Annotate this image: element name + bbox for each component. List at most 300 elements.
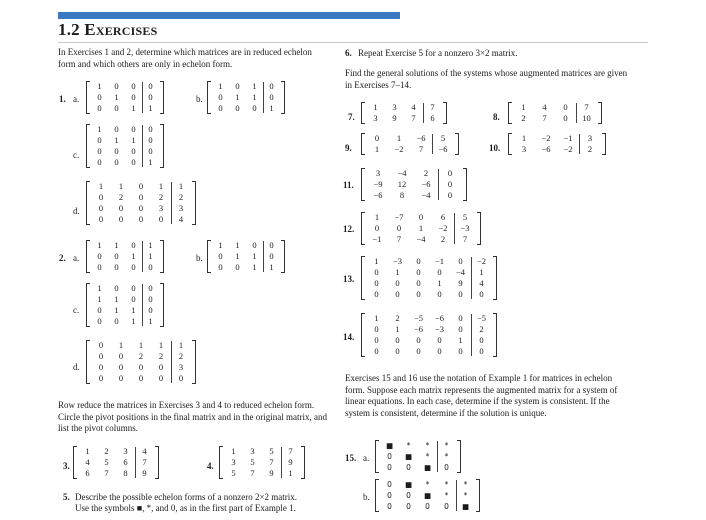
matrix-cell: 8 [399,190,405,200]
matrix-right-bracket [455,133,459,155]
matrix-cell: −6 [416,133,426,143]
matrix-cell: 1 [131,305,136,315]
matrix-cell: 1 [252,81,257,91]
matrix-cell: 0 [138,181,144,191]
matrix-cell: −4 [455,267,466,277]
matrix-cell: 0 [98,203,104,213]
matrix-cell: 1 [131,316,136,326]
matrix-cell: 0 [406,463,411,472]
matrix-cell: 0 [98,351,104,361]
matrix-cell: 0 [416,278,421,288]
exercise-2-label: 2. [59,253,66,263]
matrix-cell: 1 [158,181,164,191]
matrix-cell: 0 [97,146,102,156]
augment-divider [142,125,143,167]
ex1a-label: a. [73,94,80,104]
matrix-cell: 0 [437,346,442,356]
matrix-cell: 7 [250,468,255,478]
matrix-cell: 4 [542,102,547,112]
matrix-left-bracket [361,212,365,245]
matrix-cell: 0 [235,262,240,272]
matrix-cell: ■ [461,502,470,511]
matrix-cell: 0 [114,251,119,261]
matrix-cell: 0 [97,305,102,315]
matrix-cell: 6 [85,468,90,478]
matrix-cell: 3 [178,203,184,213]
matrix-cell: 1 [114,305,119,315]
section-color-bar [58,12,400,19]
matrix-grid [361,313,497,357]
matrix-left-ex2-a [86,240,164,273]
augment-divider [471,257,472,299]
matrix-left-ex1-a [86,81,164,114]
matrix-cell: −2 [541,133,551,143]
matrix-cell: 0 [114,103,119,113]
matrix-cell: 0 [148,135,153,145]
matrix-cell: 0 [131,262,136,272]
matrix-cell: 0 [479,335,484,345]
matrix-cell: 0 [406,491,411,500]
matrix-cell: 0 [252,103,257,113]
matrix-cell: 1 [97,294,102,304]
matrix-cell: 0 [118,351,124,361]
matrix-cell: 1 [395,324,400,334]
matrix-grid [361,256,497,300]
matrix-cell: * [425,480,430,489]
exercise-1-label: 1. [59,94,66,104]
matrix-cell: 0 [447,179,453,189]
matrix-cell: 0 [118,203,124,213]
matrix-cell: 1 [252,251,257,261]
matrix-cell: 0 [114,316,119,326]
matrix-cell: 1 [85,446,90,456]
matrix-cell: 4 [85,457,90,467]
matrix-cell: 9 [458,278,463,288]
matrix-cell: 0 [437,267,442,277]
matrix-cell: 0 [416,267,421,277]
matrix-cell: 9 [269,468,274,478]
matrix-cell: 0 [158,362,164,372]
matrix-cell: 0 [131,124,136,134]
matrix-left-bracket [86,124,90,168]
matrix-grid [86,81,164,114]
intro-exercises-15-16: Exercises 15 and 16 use the notation of Example 1 for matrices in echelon form. Suppose each matrix represents the augmented matrix for a system of linear equations. In each case, determine if the system is consistent. If the system is consistent, determine if the solution is unique. [345,373,618,418]
exercise-13-label: 13. [343,274,355,284]
exercise-12-label: 12. [343,224,355,234]
matrix-cell: 0 [148,294,153,304]
matrix-left-ex1-c [86,124,164,168]
matrix-cell: 1 [131,135,136,145]
matrix-cell: 0 [97,103,102,113]
matrix-cell: 0 [374,346,379,356]
matrix-cell: 7 [396,234,402,244]
matrix-cell: 0 [374,335,379,345]
matrix-cell: * [406,441,411,450]
matrix-cell: 8 [123,468,128,478]
matrix-cell: 1 [158,340,164,350]
augment-divider [142,241,143,272]
matrix-cell: 3 [231,457,236,467]
matrix-right-bracket [476,479,480,512]
augment-divider [142,284,143,326]
matrix-left-bracket [361,313,365,357]
matrix-left-bracket [361,133,365,155]
matrix-cell: 1 [148,103,153,113]
matrix-cell: 5 [440,133,446,143]
matrix-left-ex3 [73,446,159,479]
matrix-cell: 2 [158,351,164,361]
matrix-cell: −3 [460,223,470,233]
matrix-right-bracket [602,133,606,155]
matrix-cell: 0 [218,92,223,102]
matrix-left-ex4 [219,446,305,479]
matrix-cell: * [444,491,449,500]
matrix-cell: 0 [148,262,153,272]
matrix-cell: 0 [114,81,119,91]
matrix-cell: 6 [123,457,128,467]
matrix-cell: * [425,452,430,461]
matrix-cell: 5 [104,457,109,467]
matrix-cell: 0 [458,289,463,299]
matrix-grid [219,446,305,479]
matrix-cell: 0 [387,463,392,472]
matrix-cell: 1 [118,181,124,191]
matrix-cell: 1 [374,313,379,323]
matrix-cell: 0 [406,502,411,511]
matrix-cell: 0 [98,214,104,224]
matrix-cell: 0 [269,92,274,102]
matrix-cell: 0 [138,373,144,383]
matrix-cell: 0 [437,335,442,345]
matrix-cell: 1 [235,240,240,250]
matrix-grid [207,81,285,114]
matrix-cell: ■ [404,452,413,461]
matrix-grid [86,283,164,327]
matrix-cell: −2 [438,223,448,233]
matrix-cell: 1 [396,133,402,143]
matrix-cell: 1 [97,240,102,250]
matrix-cell: −4 [416,234,426,244]
matrix-left-bracket [207,81,211,114]
matrix-cell: −5 [413,313,424,323]
matrix-left-ex2-d [86,340,196,384]
matrix-cell: 6 [430,113,435,123]
matrix-left-bracket [86,340,90,384]
matrix-cell: 0 [252,240,257,250]
matrix-cell: 0 [218,103,223,113]
matrix-cell: 0 [374,267,379,277]
matrix-left-ex2-b [207,240,285,273]
matrix-cell: 0 [235,81,240,91]
matrix-cell: 1 [98,181,104,191]
matrix-cell: −3 [434,324,445,334]
matrix-cell: 1 [269,103,274,113]
matrix-cell: 5 [250,457,255,467]
matrix-cell: 6 [440,212,446,222]
matrix-cell: 0 [395,289,400,299]
matrix-right-bracket [192,181,196,225]
matrix-cell: 0 [158,214,164,224]
matrix-cell: 3 [392,102,397,112]
ex1c-label: c. [73,150,80,160]
matrix-cell: 7 [430,102,435,112]
matrix-cell: 0 [131,283,136,293]
matrix-cell: 10 [582,113,591,123]
exercise-8-label: 8. [493,112,500,122]
matrix-right-ex9 [361,133,459,155]
matrix-cell: 2 [158,192,164,202]
matrix-cell: 0 [118,373,124,383]
matrix-right-ex13 [361,256,497,300]
matrix-cell: 7 [269,457,274,467]
matrix-cell: 1 [138,340,144,350]
matrix-cell: 0 [138,214,144,224]
matrix-cell: 0 [131,240,136,250]
matrix-right-bracket [598,102,602,124]
exercise-14-label: 14. [343,332,355,342]
matrix-cell: 0 [395,346,400,356]
matrix-left-ex1-d [86,181,196,225]
matrix-cell: 9 [392,113,397,123]
matrix-cell: 1 [418,223,424,233]
matrix-cell: 1 [521,133,527,143]
matrix-cell: 2 [587,144,593,154]
matrix-cell: 0 [416,346,421,356]
matrix-cell: 4 [178,214,184,224]
matrix-cell: 7 [288,446,293,456]
matrix-cell: −7 [394,212,404,222]
matrix-cell: 3 [158,203,164,213]
matrix-cell: 0 [148,283,153,293]
ex1d-label: d. [73,206,80,216]
matrix-cell: 3 [521,144,527,154]
matrix-cell: 1 [252,262,257,272]
matrix-left-bracket [207,240,211,273]
intro-exercises-7-14: Find the general solutions of the systems whose augmented matrices are given in Exercises 7–14. [345,68,628,90]
matrix-cell: 2 [440,234,446,244]
matrix-cell: −2 [476,256,487,266]
matrix-cell: * [463,491,468,500]
matrix-cell: 0 [114,146,119,156]
matrix-cell: 0 [138,192,144,202]
matrix-cell: 2 [104,446,109,456]
matrix-cell: 12 [397,179,407,189]
matrix-left-bracket [361,256,365,300]
matrix-left-bracket [86,283,90,327]
matrix-cell: 0 [114,124,119,134]
matrix-cell: 0 [98,362,104,372]
matrix-cell: 0 [396,223,402,233]
matrix-cell: 1 [374,256,379,266]
ex1b-label: b. [196,94,203,104]
matrix-right-bracket [160,283,164,327]
exercise-3-label: 3. [63,461,70,471]
matrix-cell: 3 [587,133,593,143]
matrix-cell: 1 [395,267,400,277]
matrix-cell: 0 [138,203,144,213]
matrix-cell: 0 [444,502,449,511]
matrix-cell: −2 [394,144,404,154]
matrix-cell: −3 [392,256,403,266]
section-title: 1.2 Exercises [58,20,158,39]
matrix-cell: 0 [131,146,136,156]
matrix-cell: 0 [387,452,392,461]
matrix-cell: −4 [421,190,431,200]
matrix-left-bracket [508,133,512,155]
augment-divider [423,103,424,123]
matrix-cell: 1 [373,102,378,112]
matrix-cell: 1 [252,92,257,102]
matrix-cell: −6 [421,179,431,189]
matrix-cell: 7 [411,113,416,123]
matrix-cell: −6 [413,324,424,334]
ex15a-label: a. [363,453,370,463]
matrix-right-bracket [457,440,461,473]
matrix-cell: 1 [131,251,136,261]
matrix-right-ex14 [361,313,497,357]
matrix-grid [361,168,467,201]
matrix-cell: 0 [131,92,136,102]
matrix-right-ex11 [361,168,467,201]
augment-divider [454,213,455,244]
matrix-cell: 0 [447,190,453,200]
matrix-cell: 0 [118,214,124,224]
matrix-cell: 4 [142,446,147,456]
matrix-cell: * [463,480,468,489]
exercise-5-label: 5. [63,492,70,502]
matrix-cell: 7 [142,457,147,467]
matrix-cell: 1 [114,92,119,102]
matrix-cell: 9 [142,468,147,478]
ex2a-label: a. [73,253,80,263]
matrix-cell: −2 [563,144,573,154]
augment-divider [576,103,577,123]
augment-divider [263,241,264,272]
matrix-right-bracket [301,446,305,479]
matrix-cell: −9 [373,179,383,189]
matrix-cell: 0 [131,81,136,91]
matrix-right-bracket [192,340,196,384]
matrix-cell: 0 [131,294,136,304]
matrix-right-bracket [443,102,447,124]
matrix-cell: ■ [404,480,413,489]
matrix-cell: 3 [375,168,381,178]
matrix-cell: 1 [97,283,102,293]
matrix-cell: 1 [114,135,119,145]
matrix-grid [375,440,461,473]
matrix-cell: 0 [447,168,453,178]
matrix-cell: * [444,480,449,489]
augment-divider [432,134,433,154]
matrix-grid [508,102,602,124]
matrix-cell: 0 [416,256,421,266]
exercise-15-label: 15. [345,453,357,463]
exercise-4-label: 4. [207,461,214,471]
matrix-cell: 5 [231,468,236,478]
matrix-cell: 1 [288,468,293,478]
augment-divider [171,341,172,383]
matrix-cell: 9 [288,457,293,467]
matrix-cell: 0 [269,251,274,261]
augment-divider [135,447,136,478]
matrix-cell: 7 [584,102,589,112]
matrix-cell: 1 [235,251,240,261]
matrix-cell: ■ [385,441,394,450]
matrix-right-bracket [281,240,285,273]
matrix-cell: 2 [178,192,184,202]
matrix-cell: −4 [397,168,407,178]
matrix-cell: 7 [418,144,424,154]
matrix-cell: −6 [438,144,448,154]
matrix-cell: 0 [418,212,424,222]
matrix-cell: 1 [218,240,223,250]
matrix-cell: 0 [479,289,484,299]
matrix-cell: 0 [148,124,153,134]
ex15b-label: b. [363,492,370,502]
augment-divider [263,82,264,113]
matrix-cell: 0 [148,81,153,91]
matrix-right-ex15-a [375,440,461,473]
exercise-10-label: 10. [489,143,501,153]
exercise-5-line-2: Use the symbols ■, *, and 0, as in the first part of Example 1. [75,503,296,513]
matrix-cell: 0 [148,305,153,315]
matrix-grid [86,240,164,273]
ex2d-label: d. [73,362,80,372]
exercise-9-label: 9. [345,143,352,153]
matrix-grid [375,479,480,512]
matrix-right-bracket [463,168,467,201]
matrix-cell: 0 [118,362,124,372]
matrix-cell: 1 [231,446,236,456]
matrix-cell: 0 [114,262,119,272]
matrix-cell: 0 [97,262,102,272]
matrix-cell: 0 [218,251,223,261]
matrix-cell: 7 [104,468,109,478]
matrix-cell: 0 [416,289,421,299]
matrix-cell: 0 [131,157,136,167]
exercise-5-line-1: Describe the possible echelon forms of a nonzero 2×2 matrix. [75,492,298,502]
matrix-left-bracket [361,168,365,201]
matrix-cell: 2 [118,192,124,202]
matrix-cell: −6 [434,313,445,323]
matrix-cell: 1 [118,340,124,350]
matrix-cell: 0 [97,157,102,167]
matrix-right-bracket [281,81,285,114]
matrix-left-bracket [361,102,365,124]
matrix-cell: 0 [114,157,119,167]
matrix-cell: 0 [458,256,463,266]
matrix-cell: 1 [178,181,184,191]
matrix-cell: 0 [563,102,568,112]
matrix-left-bracket [73,446,77,479]
matrix-cell: 2 [138,351,144,361]
matrix-cell: 1 [374,144,380,154]
exercise-6-label: 6. [345,48,352,58]
matrix-cell: −1 [434,256,445,266]
matrix-grid [86,340,196,384]
augment-divider [142,82,143,113]
matrix-cell: 0 [444,463,449,472]
matrix-cell: ■ [423,463,432,472]
matrix-cell: 4 [411,102,416,112]
matrix-cell: 1 [114,240,119,250]
matrix-cell: * [444,452,449,461]
matrix-cell: 0 [479,346,484,356]
matrix-cell: 0 [387,491,392,500]
matrix-right-bracket [477,212,481,245]
matrix-cell: −1 [372,234,382,244]
matrix-left-bracket [219,446,223,479]
